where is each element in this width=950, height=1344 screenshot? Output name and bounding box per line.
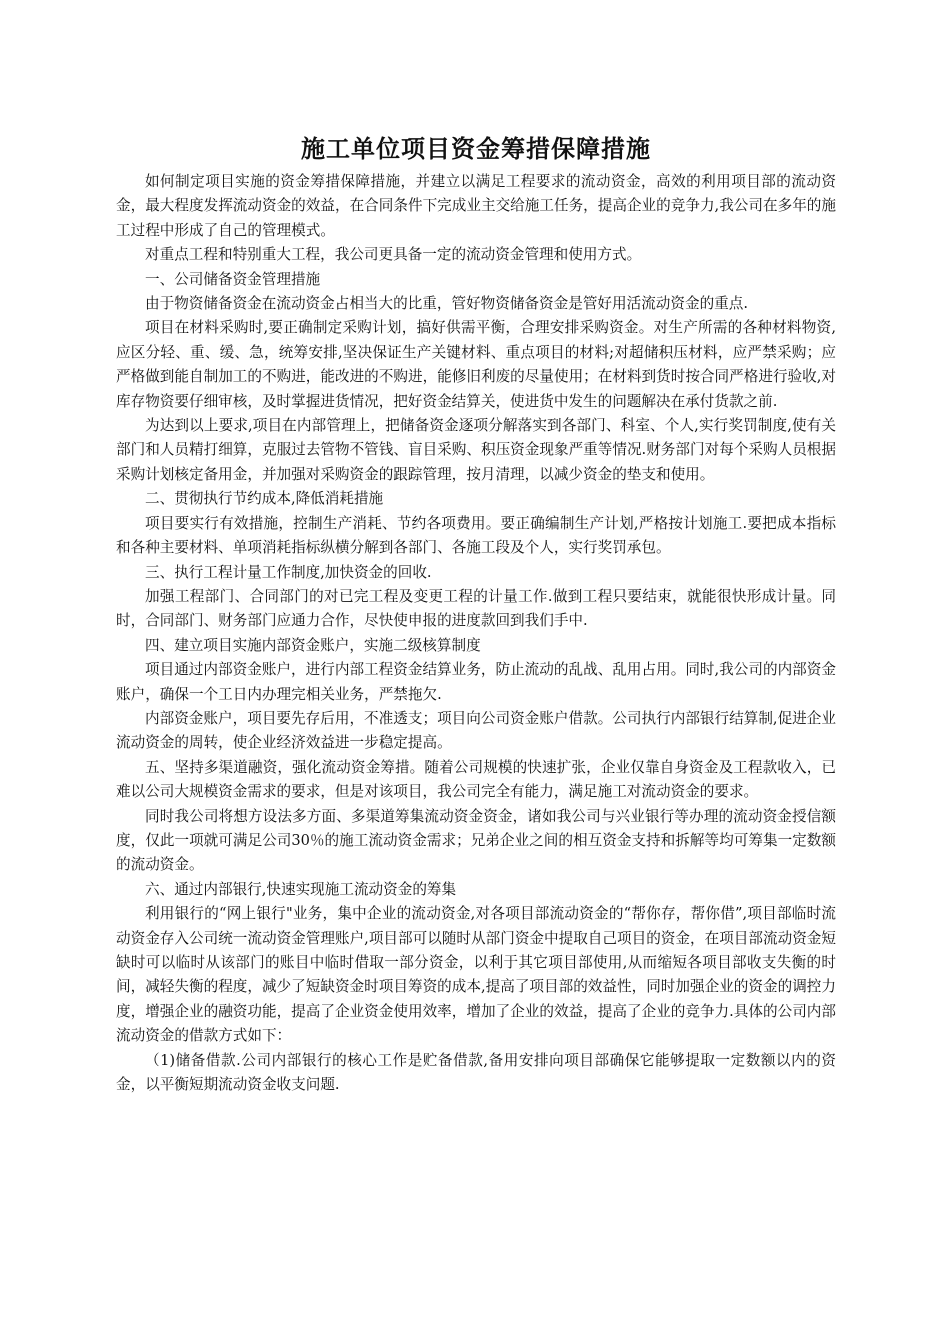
- body-paragraph: 项目通过内部资金账户，进行内部工程资金结算业务，防止流动的乱战、乱用占用。同时,我公司的内部资金账户，确保一个工日内办理完相关业务，严禁拖欠.: [116, 661, 836, 703]
- body-paragraph: 由于物资储备资金在流动资金占相当大的比重，管好物资储备资金是管好用活流动资金的重点.: [145, 295, 748, 313]
- section-heading-2: 二、贯彻执行节约成本,降低消耗措施: [145, 490, 384, 508]
- document-title: 施工单位项目资金筹措保障措施: [301, 135, 651, 163]
- body-paragraph: 为达到以上要求,项目在内部管理上，把储备资金逐项分解落实到各部门、科室、个人,实行奖罚制度,使有关部门和人员精打细算，克服过去管物不管钱、盲目采购、积压资金现象严重等情况.财务部门对每个采购人员根据采购计划核定备用金，并加强对采购资金的跟踪管理，按月清理，以减少资金的垫支和使用。: [116, 417, 836, 483]
- body-paragraph: 项目要实行有效措施，控制生产消耗、节约各项费用。要正确编制生产计划,严格按计划施工.要把成本指标和各种主要材料、单项消耗指标纵横分解到各部门、各施工段及个人，实行奖罚承包。: [116, 514, 836, 557]
- section-heading-6: 六、通过内部银行,快速实现施工流动资金的筹集: [145, 880, 457, 898]
- key-projects-paragraph: 对重点工程和特别重大工程，我公司更具备一定的流动资金管理和使用方式。: [145, 246, 642, 264]
- section-paragraph-5: 五、坚持多渠道融资，强化流动资金筹措。随着公司规模的快速扩张，企业仅靠自身资金及工程款收入，已难以公司大规模资金需求的要求，但是对该项目，我公司完全有能力，满足施工对流动资金的要求。: [116, 758, 836, 801]
- list-item-paragraph: （1)储备借款.公司内部银行的核心工作是贮备借款,备用安排向项目部确保它能够提取一定数额以内的资金，以平衡短期流动资金收支问题.: [116, 1051, 836, 1094]
- body-paragraph: 利用银行的“网上银行"业务，集中企业的流动资金,对各项目部流动资金的“帮你存，帮你借”,项目部临时流动资金存入公司统一流动资金管理账户,项目部可以随时从部门资金中提取自己项目的资金，在项目部流动资金短缺时可以临时从该部门的账目中临时借取一部分资金，以利于其它项目部使用,从而缩短各项目部收支失衡的时间，减轻失衡的程度，减少了短缺资金时项目筹资的成本,提高了项目部的效益性，同时加强企业的资金的调控力度，增强企业的融资功能，提高了企业资金使用效率，增加了企业的效益，提高了企业的竞争力.具体的公司内部流动资金的借款方式如下：: [116, 905, 836, 1045]
- section-heading-3: 三、执行工程计量工作制度,加快资金的回收.: [145, 563, 432, 581]
- body-paragraph: 项目在材料采购时,要正确制定采购计划，搞好供需平衡，合理安排采购资金。对生产所需的各种材料物资,应区分轻、重、缓、急，统筹安排,坚决保证生产关键材料、重点项目的材料;对超储积压材料，应严禁采购；应严格做到能自制加工的不购进，能改进的不购进，能修旧利废的尽量使用；在材料到货时按合同严格进行验收,对库存物资要仔细审核，及时掌握进货情况，把好资金结算关，使进货中发生的问题解决在承付货款之前.: [116, 319, 836, 410]
- body-paragraph: 加强工程部门、合同部门的对已完工程及变更工程的计量工作.做到工程只要结束，就能很快形成计量。同时，合同部门、财务部门应通力合作，尽快使申报的进度款回到我们手中.: [116, 587, 836, 630]
- body-paragraph: 同时我公司将想方设法多方面、多渠道筹集流动资金资金，诸如我公司与兴业银行等办理的流动资金授信额度，仅此一项就可满足公司30％的施工流动资金需求；兄弟企业之间的相互资金支持和拆解等均可筹集一定数额的流动资金。: [116, 807, 836, 874]
- section-heading-1: 一、公司储备资金管理措施: [145, 270, 321, 288]
- document-page: [116, 132, 836, 1097]
- intro-paragraph: 如何制定项目实施的资金筹措保障措施，并建立以满足工程要求的流动资金，高效的利用项目部的流动资金，最大程度发挥流动资金的效益，在合同条件下完成业主交给施工任务，提高企业的竞争力,我公司在多年的施工过程中形成了自己的管理模式。: [116, 173, 836, 239]
- body-paragraph: 内部资金账户，项目要先存后用，不准透支；项目向公司资金账户借款。公司执行内部银行结算制,促进企业流动资金的周转，使企业经济效益进一步稳定提高。: [116, 709, 836, 752]
- section-heading-4: 四、建立项目实施内部资金账户，实施二级核算制度: [145, 636, 481, 654]
